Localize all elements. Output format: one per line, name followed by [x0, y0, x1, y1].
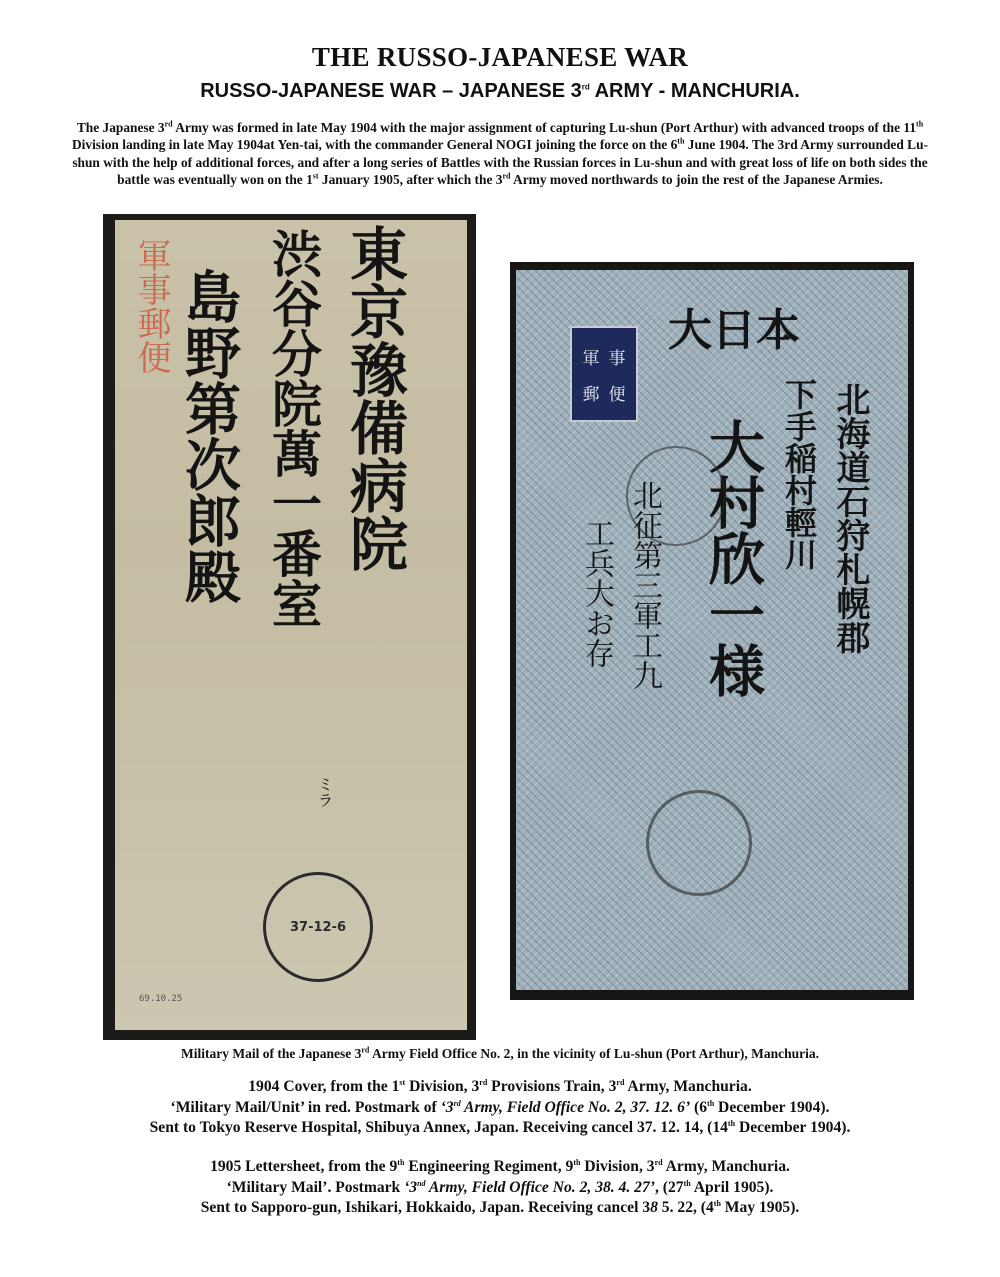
image-caption: Military Mail of the Japanese 3rd Army Field Office No. 2, in the vicinity of Lu-shun (Port Arthur), Manchuria. — [181, 1045, 819, 1061]
lettersheet-1905-description — [40, 1157, 960, 1219]
address-column-1: 東京豫備病院 — [340, 224, 408, 572]
desc-line: 1904 Cover, from the 1st Division, 3rd Provisions Train, 3rd Army, Manchuria. — [248, 1077, 752, 1095]
postmark-circle — [263, 872, 373, 982]
desc-line: ‘Military Mail’. Postmark ‘3nd Army, Field Office No. 2, 38. 4. 27’, (27th April 1905). — [226, 1178, 774, 1196]
address-column-1: 北海道石狩札幌郡 — [830, 382, 870, 654]
label-char: 事 — [608, 348, 626, 369]
military-mail-label — [570, 326, 638, 422]
address-column-2: 下手稲村輕川 — [780, 378, 818, 570]
cover-1904-image — [103, 214, 476, 1040]
label-char: 便 — [608, 384, 626, 405]
page-title: THE RUSSO-JAPANESE WAR — [311, 42, 689, 72]
desc-line: Sent to Tokyo Reserve Hospital, Shibuya Annex, Japan. Receiving cancel 37. 12. 14, (14th December 1904). — [149, 1118, 851, 1136]
small-note: ミラ — [315, 776, 334, 808]
receiving-cancel-circle — [646, 790, 752, 896]
label-char: 軍 — [582, 348, 600, 369]
sender-column-2: 工兵大お存 — [579, 518, 614, 668]
sender-column-1: 北征第三軍工九 — [627, 480, 662, 690]
addressee-column: 大村欣一様 — [700, 418, 766, 698]
pencil-note: 69.10.25 — [139, 994, 183, 1004]
postmark-date: 37-12-6 — [289, 919, 347, 935]
header-line: 大日本 — [668, 305, 800, 356]
desc-line: Sent to Sapporo-gun, Ishikari, Hokkaido, Japan. Receiving cancel 38 5. 22, (4th May 1905). — [200, 1198, 800, 1216]
cover-1904-description — [40, 1077, 960, 1139]
lettersheet-1905-image — [510, 262, 914, 1000]
postmark-circle — [626, 446, 726, 546]
desc-line: 1905 Lettersheet, from the 9th Engineering Regiment, 9th Division, 3rd Army, Manchuria. — [210, 1157, 790, 1175]
page-subtitle: RUSSO-JAPANESE WAR – JAPANESE 3rd ARMY - MANCHURIA. — [200, 80, 800, 102]
label-char: 郵 — [582, 384, 600, 405]
intro-paragraph: The Japanese 3rd Army was formed in late May 1904 with the major assignment of capturing Lu-shun (Port Arthur) with advanced troops of the 11th Division landing in late May 1904at Yen-tai, with the commander General NOGI joining the force on the 6th June 1904. The 3rd Army surrounded Lu-shun with the help of additional forces, and after a long series of Battles with the Russian forces in Lu-shun and with great loss of life on both sides the battle was eventually won on the 1st January 1905, after which the 3rd Army moved northwards to join the rest of the Japanese Armies. — [72, 119, 928, 188]
addressee-column: 島野第次郎殿 — [176, 268, 242, 604]
desc-line: ‘Military Mail/Unit’ in red. Postmark of ‘3rd Army, Field Office No. 2, 37. 12. 6’ (6th December 1904). — [170, 1098, 830, 1116]
red-military-mail-mark: 軍事郵便 — [131, 238, 171, 374]
address-column-2: 渋谷分院萬一番室 — [264, 228, 323, 628]
